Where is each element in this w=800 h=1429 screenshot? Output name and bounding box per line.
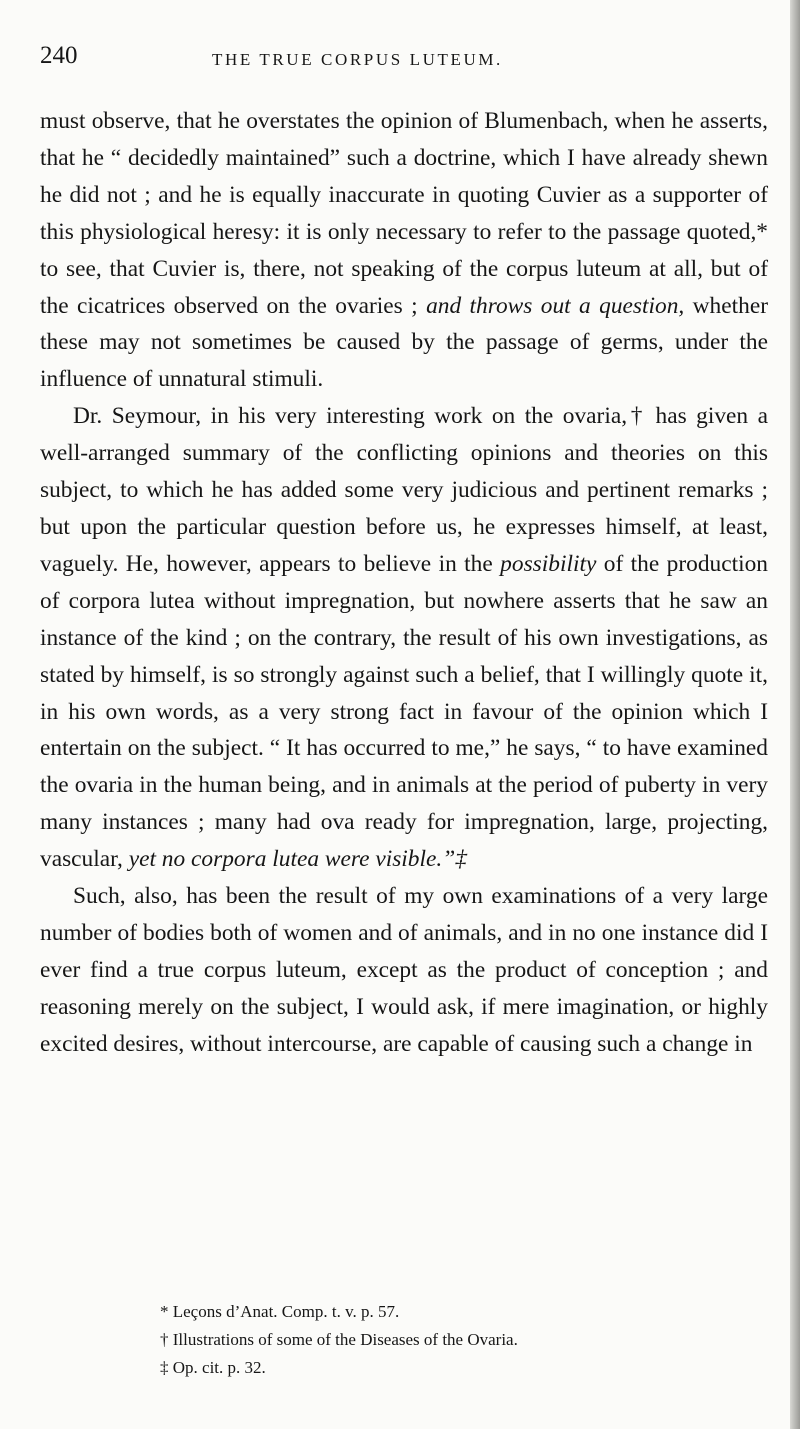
- italic-segment: possibility: [500, 550, 597, 577]
- text-segment: whether these may not sometimes be caused by the passage of germs, under the influence of unnatural stimuli.: [40, 292, 768, 393]
- text-segment: Such, also, has been the result of my own examinations of a very large number of bodies both of women and of animals, and in no one instance did I ever find a true corpus luteum, except as the product of conception ; and reasoning merely on the subject, I would ask, if mere imagination, or highly excited desires, without intercourse, are capable of causing such a change in: [40, 883, 768, 1057]
- running-head: THE TRUE CORPUS LUTEUM.: [212, 50, 503, 69]
- footnote: † Illustrations of some of the Diseases of the Ovaria.: [160, 1330, 518, 1349]
- italic-segment: yet no corpora lutea were visible.”‡: [128, 846, 467, 873]
- text-segment: of the production of corpora lutea without impregnation, but nowhere asserts that he saw an instance of the kind ; on the contrary, the result of his own investigations, as stated by himself, is so strongly against such a belief, that I willingly quote it, in his own words, as a very strong fact in favour of the opinion which I entertain on the subject. “ It has occurred to me,” he says, “ to have examined the ovaria in the human being, and in animals at the period of puberty in very many instances ; many had ova ready for impregnation, large, projecting, vascular,: [40, 550, 768, 873]
- paragraph: [40, 103, 768, 398]
- paragraph: [40, 398, 768, 878]
- page-number: 240: [40, 42, 78, 69]
- text-segment: Dr. Seymour, in his very interesting work on the ovaria,† has given a well-arranged summary of the conflicting opinions and theories on this subject, to which he has added some very judicious and pertinent remarks ; but upon the particular question before us, he expresses himself, at least, vaguely. He, however, appears to believe in the: [40, 403, 768, 577]
- footnote: ‡ Op. cit. p. 32.: [160, 1358, 266, 1377]
- body-text: [40, 103, 768, 1063]
- footnote: * Leçons d’Anat. Comp. t. v. p. 57.: [160, 1302, 400, 1321]
- page-edge-shadow: [790, 0, 800, 1429]
- page-header: [40, 42, 760, 82]
- italic-segment: and throws out a question,: [426, 292, 685, 319]
- text-segment: must observe, that he overstates the opinion of Blumenbach, when he asserts, that he “ decidedly maintained” such a doctrine, which I have already shewn he did not ; and he is equally inaccurate in quoting Cuvier as a supporter of this physiological heresy: it is only necessary to refer to the passage quoted,* to see, that Cuvier is, there, not speaking of the corpus luteum at all, but of the cicatrices observed on the ovaries ;: [40, 108, 768, 319]
- footnotes: [160, 1298, 720, 1382]
- paragraph: [40, 878, 768, 1063]
